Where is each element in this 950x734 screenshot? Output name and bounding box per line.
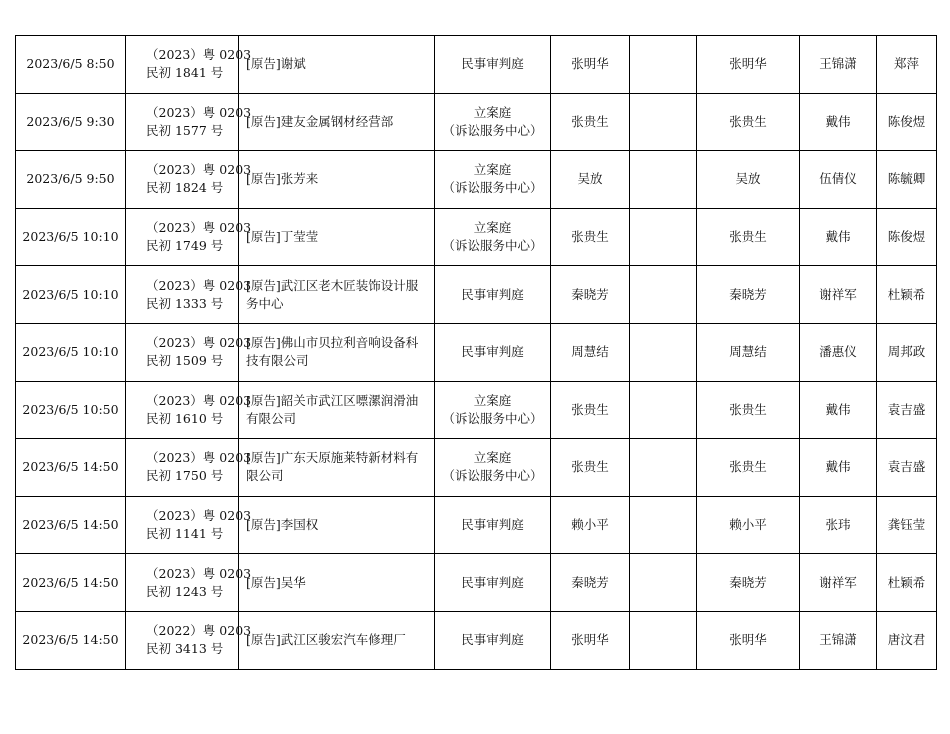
court-cell <box>435 266 551 324</box>
party-cell <box>239 496 435 554</box>
party-cell <box>239 323 435 381</box>
court-cell-text: （诉讼服务中心） <box>442 122 543 138</box>
party-cell <box>239 36 435 94</box>
case-number-cell <box>126 36 252 94</box>
assistant-cell-text: 杜颖希 <box>887 574 926 590</box>
party-cell <box>239 151 435 209</box>
judge-cell-text: 赖小平 <box>571 517 609 533</box>
case-number-cell-text: 民初 1243 号 <box>146 583 224 599</box>
judge-cell <box>551 208 630 266</box>
clerk-cell-text: 戴伟 <box>825 401 851 417</box>
clerk-cell-text: 谢祥军 <box>819 286 857 302</box>
table-row <box>16 611 937 669</box>
court-cell-text: 立案庭 <box>473 392 512 408</box>
presiding-judge-cell-text: 张明华 <box>729 56 767 72</box>
court-cell-text: 民事审判庭 <box>461 344 524 360</box>
table-row <box>16 93 937 151</box>
case-number-cell-text: （2023）粤 0203 <box>146 277 252 293</box>
table-row <box>16 208 937 266</box>
hearing-time-cell <box>16 36 126 94</box>
case-number-cell-text: 民初 1749 号 <box>146 238 224 254</box>
table-row <box>16 496 937 554</box>
clerk-cell <box>800 496 877 554</box>
presiding-judge-cell-text: 秦晓芳 <box>729 574 767 590</box>
hearing-time-cell <box>16 611 126 669</box>
case-number-cell <box>126 93 252 151</box>
hearing-time-cell-text: 2023/6/5 14:50 <box>22 632 119 648</box>
court-cell-text: 立案庭 <box>473 450 512 466</box>
judge-cell-text: 张明华 <box>571 56 609 72</box>
party-cell-text: [原告]丁莹莹 <box>246 229 319 245</box>
hearing-time-cell-text: 2023/6/5 8:50 <box>26 56 115 72</box>
presiding-judge-cell <box>697 93 800 151</box>
presiding-judge-cell <box>697 439 800 497</box>
case-number-cell-text: （2022）粤 0203 <box>146 623 252 639</box>
case-number-cell-text: （2023）粤 0203 <box>146 104 252 120</box>
hearing-time-cell <box>16 496 126 554</box>
assistant-cell-text: 陈毓卿 <box>887 171 926 187</box>
hearing-time-cell <box>16 266 126 324</box>
court-cell <box>435 496 551 554</box>
clerk-cell <box>800 151 877 209</box>
clerk-cell <box>800 381 877 439</box>
party-cell-text: [原告]武江区骏宏汽车修理厂 <box>246 632 406 648</box>
case-number-cell-text: （2023）粤 0203 <box>146 392 252 408</box>
case-number-cell <box>126 266 252 324</box>
party-cell-text: [原告]韶关市武江区嘌漯润滑油有限公司 <box>246 392 419 426</box>
assistant-cell <box>877 439 937 497</box>
blank-cell <box>630 611 697 669</box>
case-number-cell-text: （2023）粤 0203 <box>146 47 252 63</box>
clerk-cell-text: 戴伟 <box>825 113 851 129</box>
presiding-judge-cell <box>697 554 800 612</box>
case-number-cell <box>126 496 252 554</box>
judge-cell <box>551 323 630 381</box>
court-cell-text: 民事审判庭 <box>461 286 524 302</box>
clerk-cell <box>800 93 877 151</box>
court-cell-text: （诉讼服务中心） <box>442 238 543 254</box>
hearing-time-cell <box>16 93 126 151</box>
assistant-cell <box>877 381 937 439</box>
judge-cell-text: 张明华 <box>571 632 609 648</box>
table-row <box>16 554 937 612</box>
hearing-schedule-table <box>15 35 937 670</box>
presiding-judge-cell-text: 赖小平 <box>729 517 767 533</box>
party-cell-text: [原告]建友金属钢材经营部 <box>246 113 394 129</box>
assistant-cell-text: 唐汶君 <box>887 632 926 648</box>
court-cell <box>435 36 551 94</box>
hearing-time-cell <box>16 381 126 439</box>
assistant-cell-text: 陈俊煜 <box>887 113 926 129</box>
presiding-judge-cell-text: 张贵生 <box>729 229 767 245</box>
blank-cell <box>630 381 697 439</box>
clerk-cell <box>800 554 877 612</box>
clerk-cell <box>800 439 877 497</box>
table-row <box>16 381 937 439</box>
table-row <box>16 151 937 209</box>
assistant-cell-text: 杜颖希 <box>887 286 926 302</box>
party-cell-text: [原告]张芳来 <box>246 171 319 187</box>
case-number-cell-text: 民初 3413 号 <box>146 641 224 657</box>
clerk-cell <box>800 611 877 669</box>
hearing-time-cell-text: 2023/6/5 10:50 <box>22 401 119 417</box>
clerk-cell-text: 王锦潇 <box>819 632 857 648</box>
clerk-cell <box>800 266 877 324</box>
presiding-judge-cell-text: 张明华 <box>729 632 767 648</box>
hearing-time-cell-text: 2023/6/5 10:10 <box>22 344 119 360</box>
assistant-cell-text: 陈俊煜 <box>887 229 926 245</box>
judge-cell-text: 秦晓芳 <box>571 286 609 302</box>
clerk-cell <box>800 323 877 381</box>
court-cell-text: 立案庭 <box>473 104 512 120</box>
presiding-judge-cell-text: 周慧结 <box>729 344 767 360</box>
table-body <box>16 36 937 670</box>
assistant-cell-text: 周邦政 <box>887 344 926 360</box>
case-number-cell-text: （2023）粤 0203 <box>146 335 252 351</box>
presiding-judge-cell <box>697 611 800 669</box>
assistant-cell <box>877 266 937 324</box>
blank-cell <box>630 496 697 554</box>
court-cell-text: 民事审判庭 <box>461 574 524 590</box>
assistant-cell <box>877 611 937 669</box>
presiding-judge-cell-text: 张贵生 <box>729 459 767 475</box>
blank-cell <box>630 323 697 381</box>
party-cell <box>239 208 435 266</box>
assistant-cell-text: 袁吉盛 <box>887 401 926 417</box>
assistant-cell-text: 郑萍 <box>893 56 919 72</box>
case-number-cell-text: 民初 1824 号 <box>146 180 224 196</box>
presiding-judge-cell <box>697 266 800 324</box>
case-number-cell-text: 民初 1509 号 <box>146 353 224 369</box>
assistant-cell <box>877 496 937 554</box>
party-cell <box>239 439 435 497</box>
hearing-time-cell <box>16 208 126 266</box>
assistant-cell <box>877 93 937 151</box>
case-number-cell-text: （2023）粤 0203 <box>146 565 252 581</box>
clerk-cell-text: 戴伟 <box>825 229 851 245</box>
table-row <box>16 36 937 94</box>
court-cell-text: 立案庭 <box>473 220 512 236</box>
hearing-time-cell-text: 2023/6/5 14:50 <box>22 517 119 533</box>
case-number-cell <box>126 554 252 612</box>
blank-cell <box>630 208 697 266</box>
case-number-cell-text: 民初 1610 号 <box>146 410 224 426</box>
blank-cell <box>630 439 697 497</box>
case-number-cell-text: （2023）粤 0203 <box>146 162 252 178</box>
table-row <box>16 439 937 497</box>
hearing-time-cell <box>16 151 126 209</box>
hearing-time-cell-text: 2023/6/5 14:50 <box>22 459 119 475</box>
party-cell-text: [原告]佛山市贝拉利音响设备科技有限公司 <box>246 335 419 369</box>
assistant-cell <box>877 208 937 266</box>
case-number-cell-text: 民初 1841 号 <box>146 65 224 81</box>
case-number-cell <box>126 611 252 669</box>
case-number-cell <box>126 439 252 497</box>
judge-cell-text: 张贵生 <box>571 459 609 475</box>
party-cell-text: [原告]广东天原施莱特新材料有限公司 <box>246 450 419 484</box>
assistant-cell <box>877 36 937 94</box>
judge-cell <box>551 93 630 151</box>
judge-cell-text: 吴放 <box>577 171 603 187</box>
party-cell <box>239 611 435 669</box>
presiding-judge-cell <box>697 381 800 439</box>
judge-cell-text: 周慧结 <box>571 344 609 360</box>
table-row <box>16 266 937 324</box>
party-cell <box>239 381 435 439</box>
assistant-cell <box>877 151 937 209</box>
case-number-cell-text: 民初 1333 号 <box>146 295 224 311</box>
blank-cell <box>630 36 697 94</box>
court-cell-text: 民事审判庭 <box>461 56 524 72</box>
court-cell-text: 立案庭 <box>473 162 512 178</box>
clerk-cell-text: 张玮 <box>825 517 851 533</box>
case-number-cell <box>126 151 252 209</box>
party-cell-text: [原告]李国权 <box>246 517 319 533</box>
party-cell <box>239 554 435 612</box>
presiding-judge-cell <box>697 208 800 266</box>
judge-cell <box>551 36 630 94</box>
clerk-cell-text: 戴伟 <box>825 459 851 475</box>
clerk-cell <box>800 36 877 94</box>
judge-cell <box>551 554 630 612</box>
court-cell-text: （诉讼服务中心） <box>442 180 543 196</box>
court-cell <box>435 554 551 612</box>
judge-cell <box>551 381 630 439</box>
judge-cell <box>551 151 630 209</box>
presiding-judge-cell <box>697 496 800 554</box>
hearing-time-cell-text: 2023/6/5 10:10 <box>22 229 119 245</box>
court-cell <box>435 208 551 266</box>
clerk-cell-text: 王锦潇 <box>819 56 857 72</box>
presiding-judge-cell <box>697 151 800 209</box>
assistant-cell <box>877 323 937 381</box>
judge-cell <box>551 496 630 554</box>
case-number-cell-text: 民初 1750 号 <box>146 468 224 484</box>
court-cell <box>435 151 551 209</box>
blank-cell <box>630 93 697 151</box>
presiding-judge-cell-text: 张贵生 <box>729 113 767 129</box>
clerk-cell <box>800 208 877 266</box>
party-cell <box>239 93 435 151</box>
presiding-judge-cell <box>697 323 800 381</box>
hearing-time-cell-text: 2023/6/5 14:50 <box>22 574 119 590</box>
blank-cell <box>630 151 697 209</box>
clerk-cell-text: 谢祥军 <box>819 574 857 590</box>
table-row <box>16 323 937 381</box>
judge-cell-text: 张贵生 <box>571 229 609 245</box>
case-number-cell-text: 民初 1141 号 <box>146 526 224 542</box>
court-cell <box>435 93 551 151</box>
presiding-judge-cell-text: 张贵生 <box>729 401 767 417</box>
assistant-cell <box>877 554 937 612</box>
assistant-cell-text: 龚钰莹 <box>887 517 926 533</box>
hearing-time-cell-text: 2023/6/5 9:30 <box>26 113 115 129</box>
court-cell <box>435 323 551 381</box>
hearing-time-cell-text: 2023/6/5 9:50 <box>26 171 115 187</box>
case-number-cell-text: （2023）粤 0203 <box>146 508 252 524</box>
case-number-cell-text: 民初 1577 号 <box>146 122 224 138</box>
court-cell <box>435 439 551 497</box>
case-number-cell-text: （2023）粤 0203 <box>146 220 252 236</box>
party-cell-text: [原告]武江区老木匠装饰设计服务中心 <box>246 277 419 311</box>
case-number-cell-text: （2023）粤 0203 <box>146 450 252 466</box>
party-cell-text: [原告]吴华 <box>246 574 306 590</box>
judge-cell-text: 张贵生 <box>571 113 609 129</box>
court-cell-text: （诉讼服务中心） <box>442 468 543 484</box>
court-cell-text: （诉讼服务中心） <box>442 410 543 426</box>
clerk-cell-text: 潘惠仪 <box>819 344 857 360</box>
clerk-cell-text: 伍倩仪 <box>819 171 857 187</box>
case-number-cell <box>126 381 252 439</box>
judge-cell-text: 张贵生 <box>571 401 609 417</box>
presiding-judge-cell-text: 吴放 <box>735 171 761 187</box>
judge-cell <box>551 266 630 324</box>
presiding-judge-cell <box>697 36 800 94</box>
hearing-time-cell-text: 2023/6/5 10:10 <box>22 286 119 302</box>
court-cell-text: 民事审判庭 <box>461 632 524 648</box>
assistant-cell-text: 袁吉盛 <box>887 459 926 475</box>
court-cell <box>435 611 551 669</box>
hearing-time-cell <box>16 323 126 381</box>
court-cell <box>435 381 551 439</box>
judge-cell-text: 秦晓芳 <box>571 574 609 590</box>
party-cell <box>239 266 435 324</box>
judge-cell <box>551 611 630 669</box>
presiding-judge-cell-text: 秦晓芳 <box>729 286 767 302</box>
judge-cell <box>551 439 630 497</box>
hearing-time-cell <box>16 554 126 612</box>
blank-cell <box>630 554 697 612</box>
hearing-time-cell <box>16 439 126 497</box>
party-cell-text: [原告]谢斌 <box>246 56 306 72</box>
court-cell-text: 民事审判庭 <box>461 517 524 533</box>
blank-cell <box>630 266 697 324</box>
case-number-cell <box>126 208 252 266</box>
case-number-cell <box>126 323 252 381</box>
